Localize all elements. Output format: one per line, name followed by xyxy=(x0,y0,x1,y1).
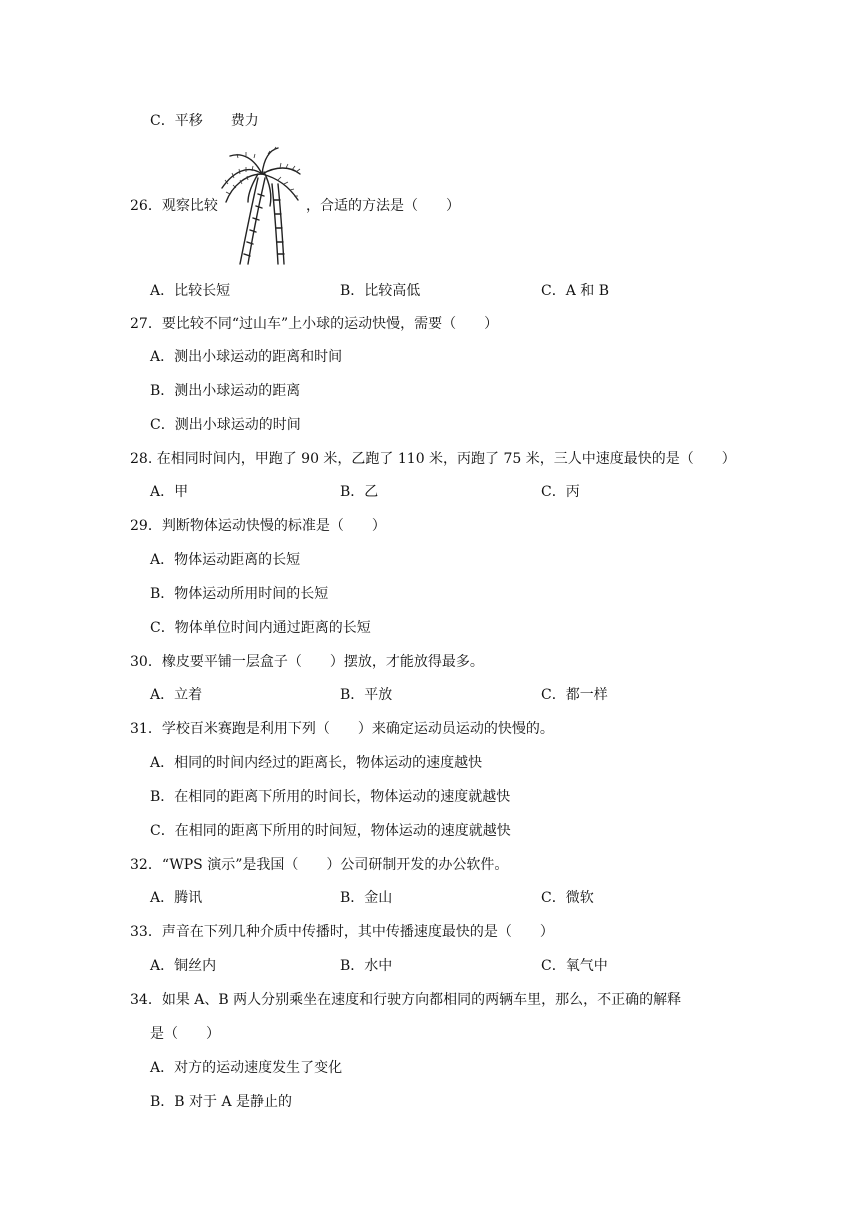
q31-option-a: A．相同的时间内经过的距离长，物体运动的速度越快 xyxy=(150,755,483,771)
q25-option-c: C．平移 费力 xyxy=(150,113,259,129)
q29-option-a: A．物体运动距离的长短 xyxy=(150,552,301,568)
palm-tree-icon xyxy=(218,144,306,268)
q34-option-b: B．B 对于 A 是静止的 xyxy=(150,1094,293,1110)
q28-option-b: B．乙 xyxy=(340,484,379,500)
q34-stem-line2: 是（ ） xyxy=(150,1026,220,1042)
q31-option-c: C．在相同的距离下所用的时间短，物体运动的速度就越快 xyxy=(150,823,511,839)
q28-stem: 28. 在相同时间内，甲跑了 90 米，乙跑了 110 米，丙跑了 75 米，三人中速度最快的是（ ） xyxy=(130,451,736,467)
q30-stem: 30．橡皮要平铺一层盒子（ ）摆放，才能放得最多。 xyxy=(130,654,484,670)
q27-option-a: A．测出小球运动的距离和时间 xyxy=(150,349,343,365)
q30-option-b: B．平放 xyxy=(340,687,393,703)
q32-option-b: B．金山 xyxy=(340,890,393,906)
q29-option-c: C．物体单位时间内通过距离的长短 xyxy=(150,620,371,636)
q33-stem: 33．声音在下列几种介质中传播时，其中传播速度最快的是（ ） xyxy=(130,924,554,940)
q33-option-c: C．氧气中 xyxy=(541,958,608,974)
q33-option-b: B．水中 xyxy=(340,958,393,974)
q34-option-a: A．对方的运动速度发生了变化 xyxy=(150,1060,343,1076)
q28-option-c: C．丙 xyxy=(541,484,580,500)
q29-option-b: B．物体运动所用时间的长短 xyxy=(150,586,329,602)
q26-stem-prefix: 26．观察比较 xyxy=(130,198,218,214)
q26-option-b: B．比较高低 xyxy=(340,283,421,299)
q27-stem: 27．要比较不同“过山车”上小球的运动快慢，需要（ ） xyxy=(130,316,499,332)
q30-option-c: C．都一样 xyxy=(541,687,608,703)
q31-option-b: B．在相同的距离下所用的时间长，物体运动的速度就越快 xyxy=(150,789,511,805)
q26-stem-suffix: ，合适的方法是（ ） xyxy=(306,198,460,214)
q28-option-a: A．甲 xyxy=(150,484,189,500)
q26-option-c: C．A 和 B xyxy=(541,283,610,299)
q32-stem: 32．“WPS 演示”是我国（ ）公司研制开发的办公软件。 xyxy=(130,857,509,873)
q33-option-a: A．铜丝内 xyxy=(150,958,217,974)
q27-option-b: B．测出小球运动的距离 xyxy=(150,383,301,399)
q26-option-a: A．比较长短 xyxy=(150,283,231,299)
q30-option-a: A．立着 xyxy=(150,687,203,703)
q32-option-a: A．腾讯 xyxy=(150,890,203,906)
q34-stem-line1: 34．如果 A、B 两人分别乘坐在速度和行驶方向都相同的两辆车里，那么，不正确的解释 xyxy=(130,992,682,1008)
q27-option-c: C．测出小球运动的时间 xyxy=(150,417,301,433)
q32-option-c: C．微软 xyxy=(541,890,594,906)
q29-stem: 29．判断物体运动快慢的标准是（ ） xyxy=(130,518,386,534)
q31-stem: 31．学校百米赛跑是利用下列（ ）来确定运动员运动的快慢的。 xyxy=(130,721,554,737)
